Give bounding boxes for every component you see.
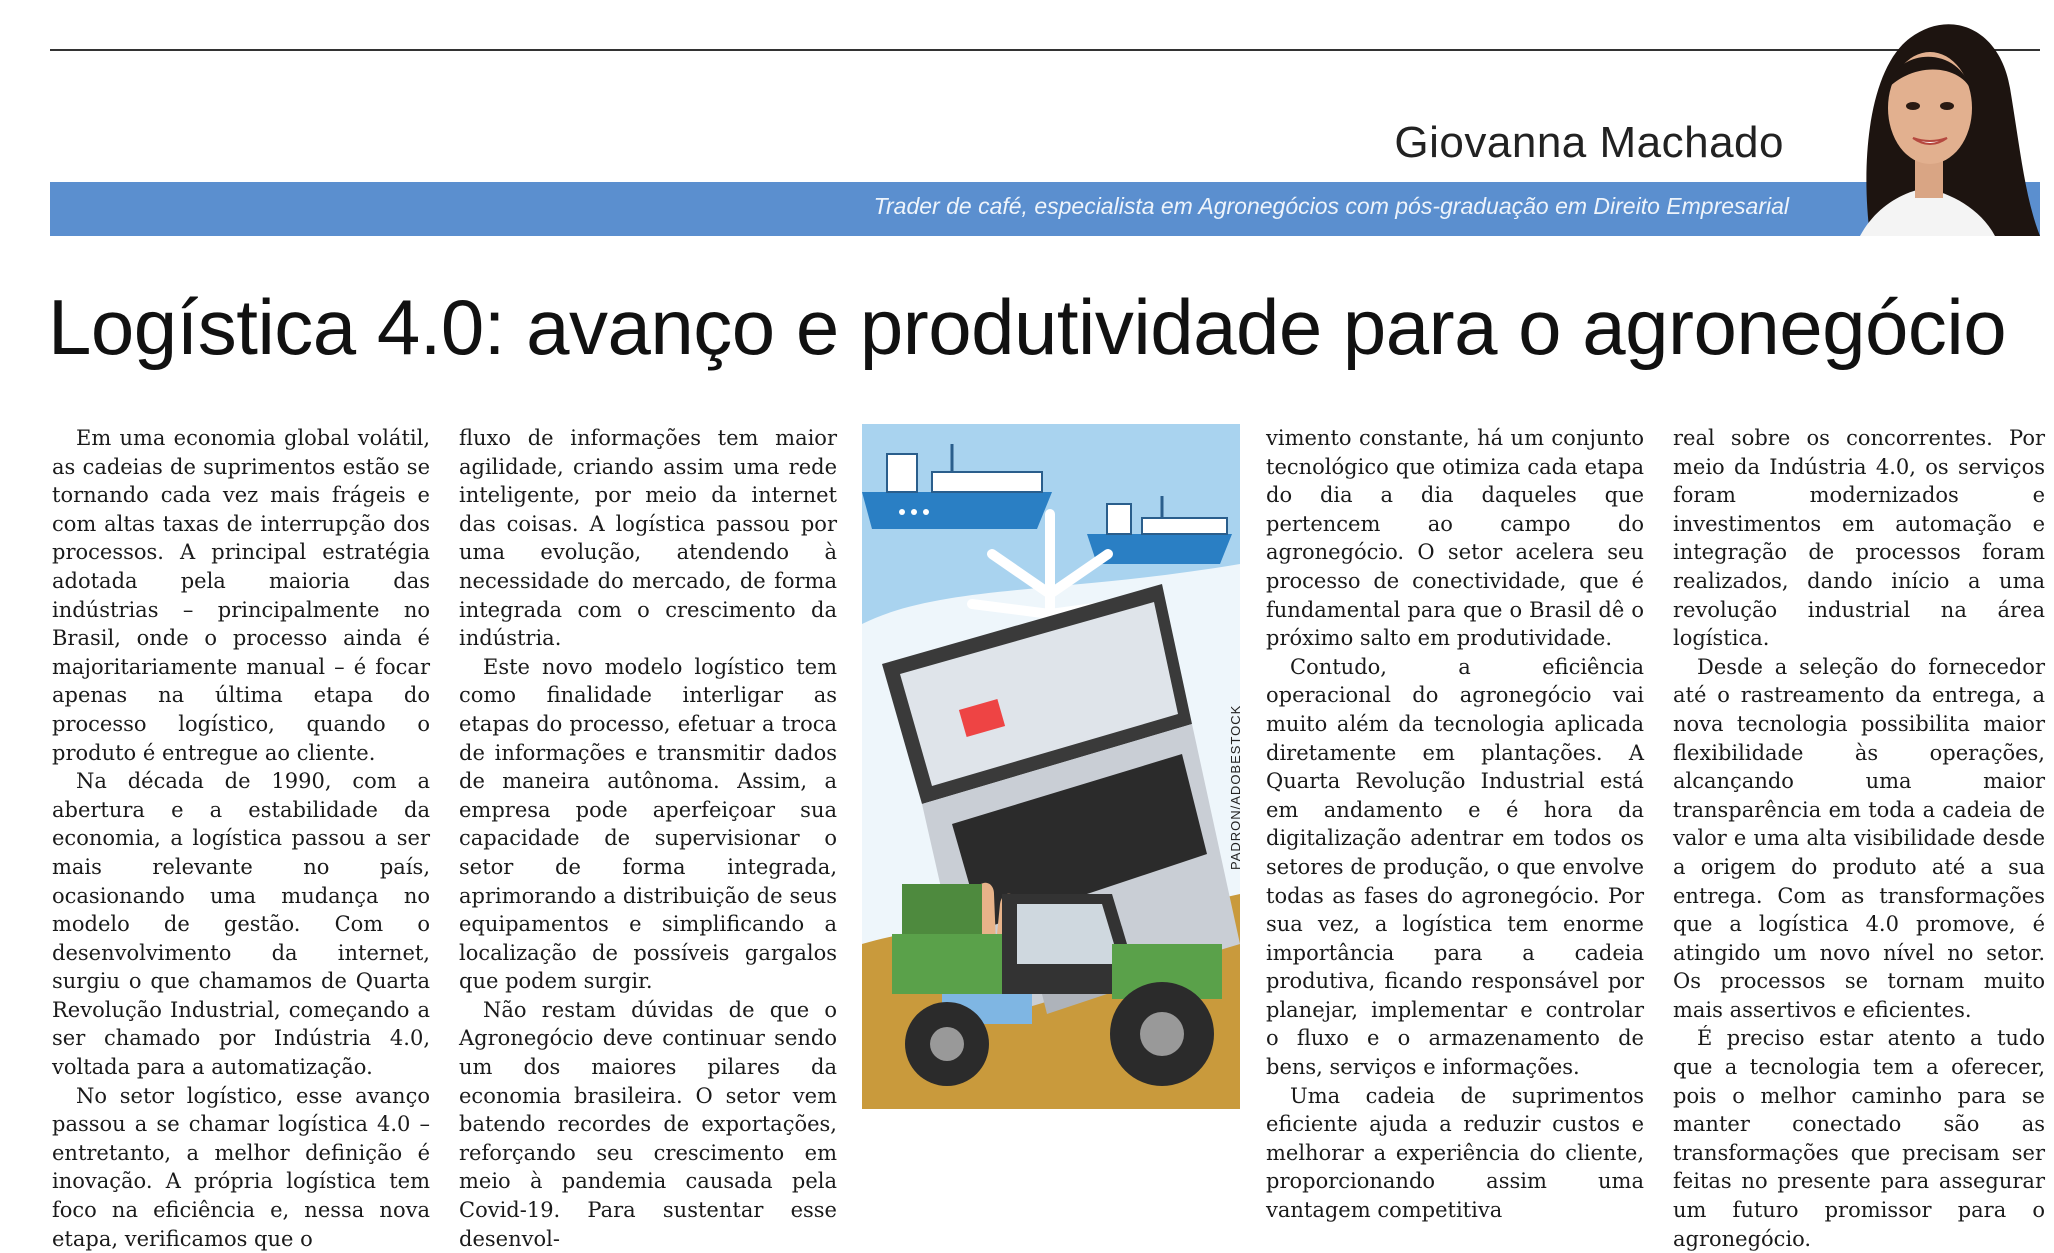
paragraph: vimento constante, há um conjunto tecnológico que otimiza cada etapa do dia a dia daqueles que pertencem ao campo do agronegócio. O setor acelera seu processo de conectividade, que é fundamental para que o Brasil dê o próximo salto em produtividade. xyxy=(1266,426,1644,651)
article-column-4 xyxy=(1673,424,2045,1253)
top-rule xyxy=(50,49,2040,51)
paragraph: Uma cadeia de suprimentos eficiente ajuda a reduzir custos e melhorar a experiência do cliente, proporcionando assim uma vantagem competitiva xyxy=(1266,1083,1644,1223)
author-bio: Trader de café, especialista em Agronegócios com pós-graduação em Direito Empresarial xyxy=(873,193,1789,219)
photo-credit: PADRON/ADOBESTOCK xyxy=(1228,704,1243,870)
paragraph: No setor logístico, esse avanço passou a se chamar logística 4.0 – entretanto, a melhor definição é inovação. A própria logística tem foco na eficiência e, nessa nova etapa, verificamos que o xyxy=(52,1083,430,1251)
headline: Logística 4.0: avanço e produtividade para o agronegócio xyxy=(48,283,2007,371)
paragraph: Em uma economia global volátil, as cadeias de suprimentos estão se tornando cada vez mais frágeis e com altas taxas de interrupção dos processos. A principal estratégia adotada pela maioria das indústrias – principalmente no Brasil, onde o processo ainda é majoritariamente manual – é focar apenas na última etapa do processo logístico, quando o produto é entregue ao cliente. xyxy=(52,426,430,765)
paragraph: fluxo de informações tem maior agilidade, criando assim uma rede inteligente, por meio da internet das coisas. A logística passou por uma evolução, atendendo à necessidade do mercado, de forma integrada com o crescimento da indústria. xyxy=(459,426,837,651)
logistics-illustration xyxy=(862,424,1240,1109)
paragraph: Este novo modelo logístico tem como finalidade interligar as etapas do processo, efetuar a troca de informações e transmitir dados de maneira autônoma. Assim, a empresa pode aperfeiçoar sua capacidade de supervisionar o setor de forma integrada, aprimorando a distribuição de seus equipamentos e simplificando a localização de possíveis gargalos que podem surgir. xyxy=(459,654,837,994)
paragraph: Desde a seleção do fornecedor até o rastreamento da entrega, a nova tecnologia possibilita maior flexibilidade às operações, alcançando uma maior transparência em toda a cadeia de valor e uma alta visibilidade desde a origem do produto até a sua entrega. Com as transformações que a logística 4.0 promove, é atingido um novo nível no setor. Os processos se tornam muito mais assertivos e eficientes. xyxy=(1673,654,2045,1022)
author-name: Giovanna Machado xyxy=(1394,118,1784,167)
paragraph: Na década de 1990, com a abertura e a estabilidade da economia, a logística passou a ser mais relevante no país, ocasionando uma mudança no modelo de gestão. Com o desenvolvimento da internet, surgiu o que chamamos de Quarta Revolução Industrial, começando a ser chamado por Indústria 4.0, voltada para a automatização. xyxy=(52,769,430,1080)
paragraph: real sobre os concorrentes. Por meio da Indústria 4.0, os serviços foram modernizados e investimentos em automação e integração de processos foram realizados, dando início a uma revolução industrial na área logística. xyxy=(1673,426,2045,651)
article-column-3 xyxy=(1266,424,1644,1225)
article-column-1 xyxy=(52,424,430,1253)
article-column-2 xyxy=(459,424,837,1253)
author-portrait xyxy=(1800,8,2050,236)
paragraph: Contudo, a eficiência operacional do agronegócio vai muito além da tecnologia aplicada diretamente em plantações. A Quarta Revolução Industrial está em andamento e é hora da digitalização adentrar em todos os setores de produção, o que envolve todas as fases do agronegócio. Por sua vez, a logística tem enorme importância para a cadeia produtiva, ficando responsável por planejar, implementar e controlar o fluxo e o armazenamento de bens, serviços e informações. xyxy=(1266,654,1644,1080)
paragraph: Não restam dúvidas de que o Agronegócio deve continuar sendo um dos maiores pilares da economia brasileira. O setor vem batendo recordes de exportações, reforçando seu crescimento em meio à pandemia causada pela Covid-19. Para sustentar esse desenvol- xyxy=(459,997,837,1251)
paragraph: É preciso estar atento a tudo que a tecnologia tem a oferecer, pois o melhor caminho para se manter conectado são as transformações que precisam ser feitas no presente para assegurar um futuro promissor para o agronegócio. xyxy=(1673,1026,2045,1251)
